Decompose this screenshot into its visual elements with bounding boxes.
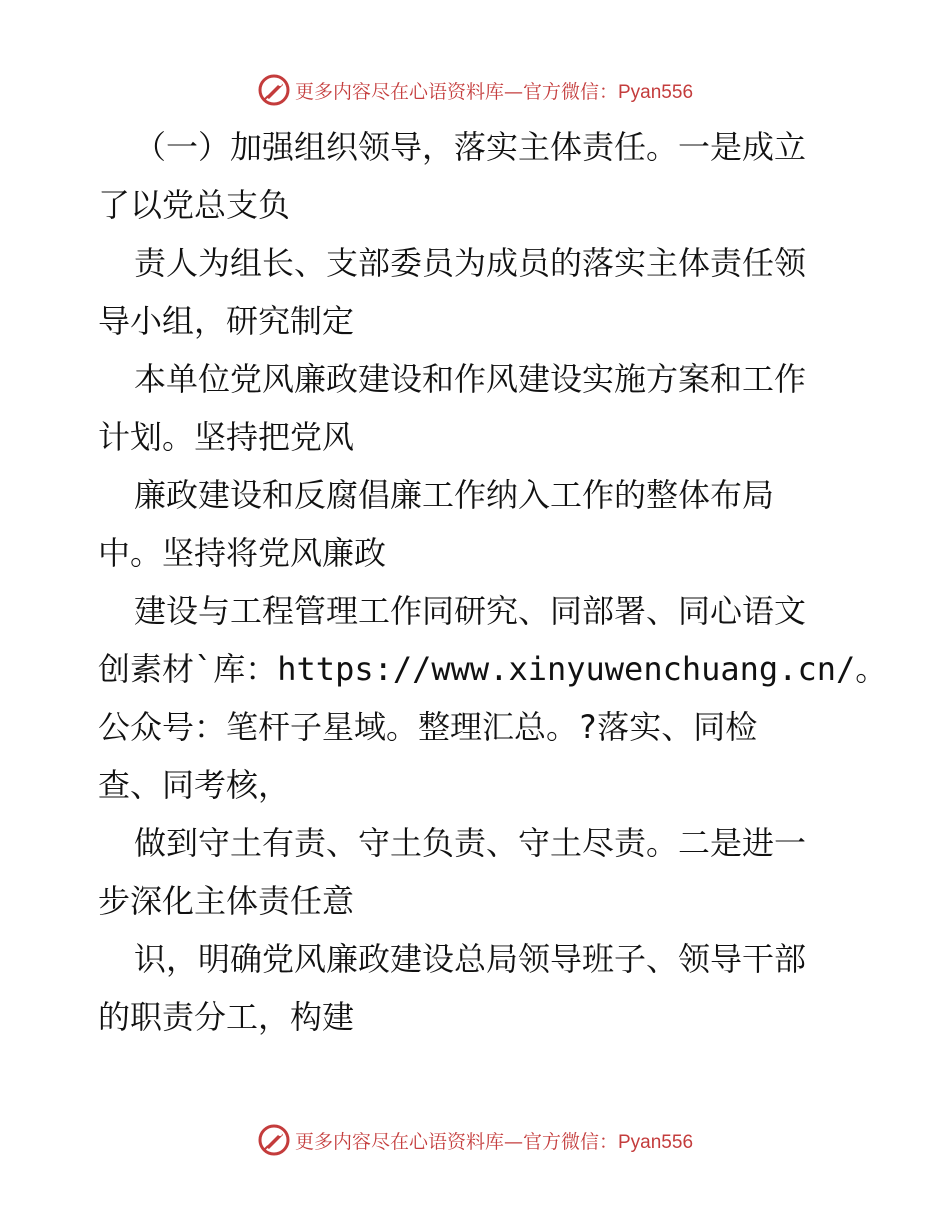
text-line: 步深化主体责任意: [98, 882, 355, 920]
text-line: 廉政建设和反腐倡廉工作纳入工作的整体布局: [134, 476, 775, 514]
footer-banner: [0, 1120, 950, 1160]
header-banner: [0, 70, 950, 110]
text-line: 责人为组长、支部委员为成员的落实主体责任领: [134, 244, 807, 282]
text-line: 建设与工程管理工作同研究、同部署、同心语文: [134, 592, 807, 630]
text-line: （一）加强组织领导，落实主体责任。一是成立: [134, 128, 807, 166]
quill-logo-icon: [257, 73, 291, 107]
text-line: 查、同考核，: [98, 766, 291, 804]
text-line: 本单位党风廉政建设和作风建设实施方案和工作: [134, 360, 807, 398]
text-line: 导小组，研究制定: [98, 302, 355, 340]
quill-logo-icon: [257, 1123, 291, 1157]
text-line: 做到守土有责、守土负责、守土尽责。二是进一: [134, 824, 807, 862]
text-line: 计划。坚持把党风: [98, 418, 355, 456]
text-line: 创素材`库：https://www.xinyuwenchuang.cn/。: [98, 650, 888, 688]
footer-banner-text: 更多内容尽在心语资料库—官方微信：Pyan556: [294, 1130, 694, 1153]
text-line: 中。坚持将党风廉政: [98, 534, 387, 572]
text-line: 公众号：笔杆子星域。整理汇总。?落实、同检: [98, 708, 758, 746]
document-body: [98, 118, 888, 1046]
header-banner-wechat: Pyan556: [618, 81, 694, 103]
footer-banner-wechat: Pyan556: [618, 1131, 694, 1153]
text-line: 的职责分工，构建: [98, 998, 355, 1036]
text-line: 了以党总支负: [98, 186, 291, 224]
header-banner-text: 更多内容尽在心语资料库—官方微信：Pyan556: [294, 80, 694, 103]
text-line: 识，明确党风廉政建设总局领导班子、领导干部: [134, 940, 807, 978]
